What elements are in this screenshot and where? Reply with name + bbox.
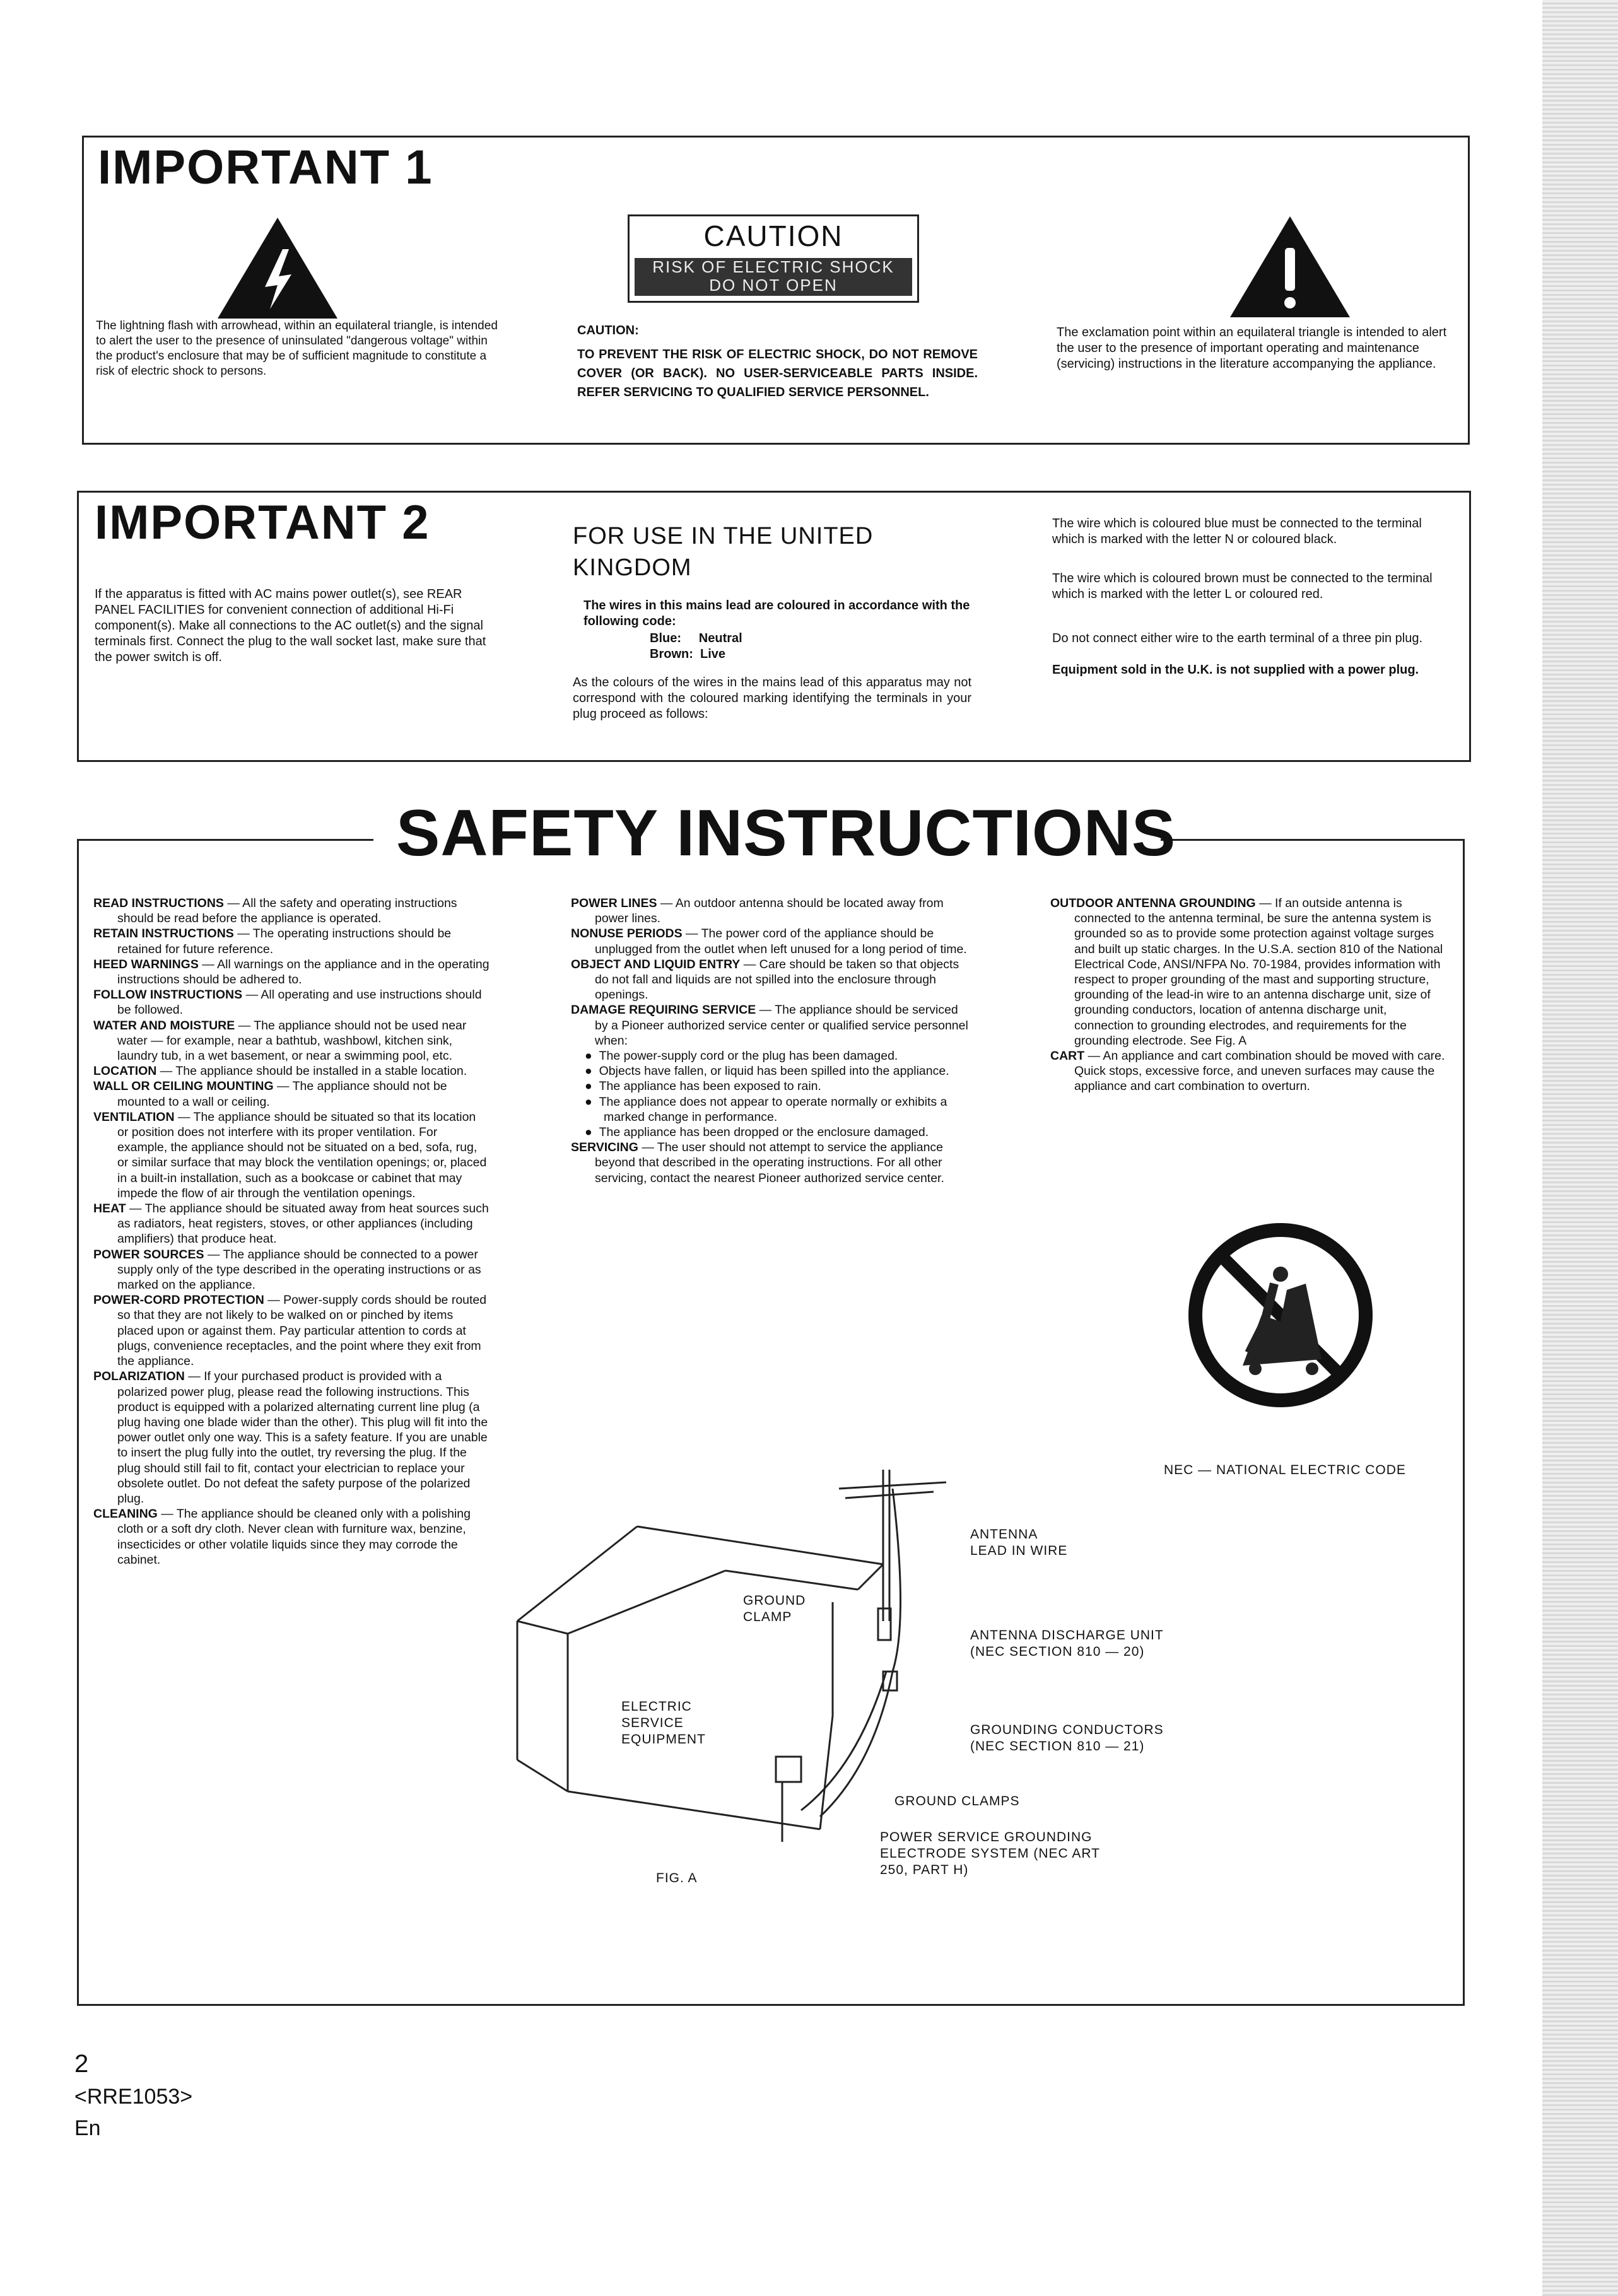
safety-item: READ INSTRUCTIONS — All the safety and operating instructions should be read before the appliance is operated.: [93, 896, 457, 926]
safety-item: WATER AND MOISTURE — The appliance should not be used near water — for example, near a bathtub, washbowl, kitchen sink, laundry tub, in a wet basement, or near a swimming pool, etc.: [93, 1018, 467, 1063]
uk-intro: The wires in this mains lead are coloured in accordance with the following code:: [583, 599, 970, 628]
uk-right-2: The wire which is coloured brown must be connected to the terminal which is marked with the letter L or coloured red.: [1052, 571, 1433, 601]
damage-bullet: ● The appliance has been exposed to rain.: [585, 1079, 821, 1094]
safety-item: POWER SOURCES — The appliance should be connected to a power supply only of the type described in the operating instructions or as marked on the appliance.: [93, 1247, 481, 1292]
safety-item: POWER LINES — An outdoor antenna should be located away from power lines.: [571, 896, 944, 926]
ground-clamps-label: GROUND CLAMPS: [894, 1794, 1020, 1808]
safety-item: POLARIZATION — If your purchased product is provided with a polarized power plug, please read the following instructions. This product is equipped with a polarized alternating current line plug (a plug having one blade wider than the other). This plug will fit into the power outlet only one way. This is a safety feature. If you are unable to insert the plug fully into the outlet, try reversing the plug. If the plug should still fail to fit, contact your electrician to replace your obsolete outlet. Do not defeat the safety purpose of the polarized plug.: [93, 1369, 488, 1506]
exclamation-warning-icon: [1227, 213, 1353, 320]
safety-item: NONUSE PERIODS — The power cord of the appliance should be unplugged from the outlet when left unused for a long period of time.: [571, 927, 967, 956]
uk-blue: Blue: Neutral: [650, 631, 742, 645]
important-2-text: If the apparatus is fitted with AC mains power outlet(s), see REAR PANEL FACILITIES for convenient connection of additional Hi-Fi component(s). Make all connections to the AC outlet(s) and the signal terminals first. Connect the plug to the wall socket last, make sure that the power switch is off.: [95, 587, 486, 664]
caution-text: TO PREVENT THE RISK OF ELECTRIC SHOCK, DO NOT REMOVE COVER (OR BACK). NO USER-SERVICEABLE PARTS INSIDE. REFER SERVICING TO QUALIFIED SERVICE PERSONNEL.: [577, 348, 978, 399]
ground-clamp-label: GROUND CLAMP: [743, 1593, 806, 1624]
uk-title: FOR USE IN THE UNITED KINGDOM: [573, 523, 874, 581]
safety-item: POWER-CORD PROTECTION — Power-supply cords should be routed so that they are not likely to be walked on or pinched by items placed upon or against them. Pay particular attention to cords at plugs, convenience receptacles, and the point where they exit from the appliance.: [93, 1293, 487, 1369]
discharge-unit-label: ANTENNA DISCHARGE UNIT (NEC SECTION 810 — 20): [970, 1628, 1164, 1659]
safety-item: HEAT — The appliance should be situated away from heat sources such as radiators, heat registers, stoves, or other appliances (including amplifiers) that produce heat.: [93, 1202, 489, 1246]
safety-item: CART — An appliance and cart combination should be moved with care. Quick stops, excessive force, and uneven surfaces may cause the appliance and cart combination to overturn.: [1050, 1049, 1445, 1094]
safety-column-3: [1050, 896, 1446, 1094]
caution-heading: CAUTION:: [577, 324, 639, 337]
lightning-text: The lightning flash with arrowhead, within an equilateral triangle, is intended to alert the user to the presence of uninsulated "dangerous voltage" within the product's enclosure that may be of sufficient magnitude to constitute a risk of electric shock to persons.: [96, 319, 498, 378]
electric-service-label: ELECTRIC SERVICE EQUIPMENT: [621, 1699, 706, 1747]
uk-right-1: The wire which is coloured blue must be connected to the terminal which is marked with the letter N or coloured black.: [1052, 517, 1422, 546]
caution-label-dark: RISK OF ELECTRIC SHOCK DO NOT OPEN: [635, 258, 912, 296]
safety-item: WALL OR CEILING MOUNTING — The appliance should not be mounted to a wall or ceiling.: [93, 1079, 447, 1109]
damage-bullet: ● Objects have fallen, or liquid has been spilled into the appliance.: [585, 1064, 949, 1079]
safety-column-2: [571, 896, 968, 1186]
doc-code: <RRE1053>: [74, 2085, 193, 2109]
cart-warning-icon: [1186, 1221, 1375, 1410]
damage-bullet: ● The appliance does not appear to operate normally or exhibits a marked change in performance.: [585, 1094, 947, 1124]
uk-text: As the colours of the wires in the mains lead of this apparatus may not correspond with the coloured marking identifying the terminals in your plug proceed as follows:: [573, 676, 971, 721]
lightning-warning-icon: [214, 214, 341, 322]
safety-item: OUTDOOR ANTENNA GROUNDING — If an outside antenna is connected to the antenna terminal, be sure the antenna system is grounded so as to provide some protection against voltage surges and built up static charges. In the U.S.A. section 810 of the National Electrical Code, ANSI/NFPA No. 70-1984, provides information with respect to proper grounding of the mast and supporting structure, grounding of the lead-in wire to an antenna discharge unit, size of grounding conductors, location of antenna discharge unit, connection to grounding electrodes, and requirements for the grounding electrode. See Fig. A: [1050, 896, 1443, 1048]
exclamation-text: The exclamation point within an equilateral triangle is intended to alert the user to the presence of important operating and maintenance (servicing) instructions in the literature accompanying the appliance.: [1057, 325, 1447, 371]
uk-right-4: Equipment sold in the U.K. is not supplied with a power plug.: [1052, 663, 1419, 677]
scan-edge: [1542, 0, 1618, 2296]
caution-label-box: [628, 214, 919, 303]
safety-item: RETAIN INSTRUCTIONS — The operating instructions should be retained for future reference.: [93, 927, 452, 956]
nec-label: NEC — NATIONAL ELECTRIC CODE: [1164, 1463, 1406, 1477]
uk-right-3: Do not connect either wire to the earth terminal of a three pin plug.: [1052, 631, 1423, 645]
safety-item: HEED WARNINGS — All warnings on the appliance and in the operating instructions should be adhered to.: [93, 957, 490, 987]
safety-item: CLEANING — The appliance should be cleaned only with a polishing cloth or a soft dry cloth. Never clean with furniture wax, benzine, insecticides or other volatile liquids since they may corrode the cabinet.: [93, 1507, 471, 1567]
damage-bullet: ● The appliance has been dropped or the enclosure damaged.: [585, 1125, 929, 1140]
safety-item: VENTILATION — The appliance should be situated so that its location or position does not interfere with its proper ventilation. For example, the appliance should not be situated on a bed, sofa, rug, or similar surface that may block the ventilation openings; or, placed in a built-in installation, such as a bookcase or cabinet that may impede the flow of air through the ventilation openings.: [93, 1110, 487, 1200]
safety-item: SERVICING — The user should not attempt to service the appliance beyond that described in the operating instructions. For all other servicing, contact the nearest Pioneer authorized service center.: [571, 1140, 944, 1185]
safety-item: DAMAGE REQUIRING SERVICE — The appliance should be serviced by a Pioneer authorized service center or qualified service personnel when:: [571, 1003, 968, 1048]
safety-rule-left: [77, 839, 373, 841]
page-number: 2: [74, 2050, 89, 2078]
important-2-title: IMPORTANT 2: [95, 496, 430, 549]
safety-rule-right: [1161, 839, 1465, 841]
grounding-conductors-label: GROUNDING CONDUCTORS (NEC SECTION 810 — 21): [970, 1723, 1164, 1754]
electrode-label: POWER SERVICE GROUNDING ELECTRODE SYSTEM (NEC ART 250, PART H): [880, 1830, 1100, 1877]
important-1-title: IMPORTANT 1: [98, 141, 433, 194]
safety-item: FOLLOW INSTRUCTIONS — All operating and use instructions should be followed.: [93, 988, 482, 1017]
language-label: En: [74, 2116, 101, 2140]
safety-item: LOCATION — The appliance should be installed in a stable location.: [93, 1064, 467, 1079]
antenna-lead-label: ANTENNA LEAD IN WIRE: [970, 1527, 1068, 1558]
safety-column-1: [93, 896, 490, 1567]
uk-brown: Brown: Live: [650, 647, 726, 661]
damage-bullet: ● The power-supply cord or the plug has been damaged.: [585, 1049, 898, 1063]
safety-item: OBJECT AND LIQUID ENTRY — Care should be taken so that objects do not fall and liquids are not spilled into the enclosure through openings.: [571, 957, 959, 1002]
fig-caption: FIG. A: [656, 1871, 698, 1885]
safety-title: SAFETY INSTRUCTIONS: [396, 797, 1176, 870]
caution-label: CAUTION: [703, 220, 843, 252]
